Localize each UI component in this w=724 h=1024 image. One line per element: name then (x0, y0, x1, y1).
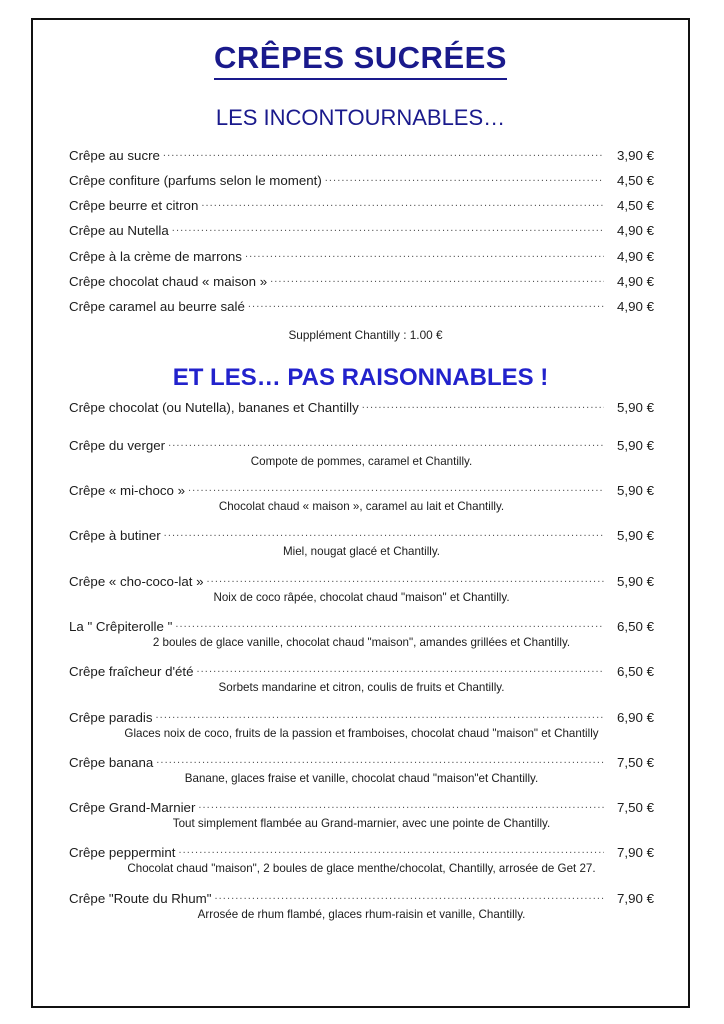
menu-item-description: Tout simplement flambée au Grand-marnier, avec une pointe de Chantilly. (172, 817, 551, 831)
menu-item-name: Crêpe Grand-Marnier (69, 800, 196, 816)
menu-item-price: 5,90 € (617, 573, 654, 589)
menu-item-price: 4,90 € (617, 223, 654, 239)
list-item (69, 798, 654, 830)
menu-item-description: Banane, glaces fraise et vanille, chocolat chaud "maison"et Chantilly. (184, 771, 539, 785)
menu-item-description: Compote de pommes, caramel et Chantilly. (250, 454, 473, 468)
dot-leader (172, 222, 604, 235)
menu-item-description: Miel, nougat glacé et Chantilly. (282, 545, 441, 559)
menu-item-price: 6,50 € (617, 618, 654, 634)
menu-item-name: Crêpe au sucre (69, 147, 160, 163)
dot-leader (362, 398, 604, 411)
list-item (69, 192, 654, 217)
list-item (69, 571, 654, 603)
menu-item-row (69, 142, 654, 167)
dot-leader (168, 437, 604, 450)
list-item (69, 142, 654, 167)
page-title (55, 42, 666, 80)
menu-item-price: 7,50 € (617, 800, 654, 816)
menu-item-name: Crêpe confiture (parfums selon le moment) (69, 172, 322, 188)
menu-item-name: Crêpe chocolat chaud « maison » (69, 274, 268, 290)
menu-item-price: 3,90 € (617, 147, 654, 163)
dot-leader (164, 527, 604, 540)
list-item (69, 397, 654, 415)
dot-leader (245, 247, 604, 260)
dot-leader (175, 618, 604, 631)
list-item (69, 888, 654, 920)
menu-item-price: 5,90 € (617, 399, 654, 415)
menu-item-row (69, 192, 654, 217)
menu-item-price: 7,50 € (617, 754, 654, 770)
dot-leader (156, 754, 604, 767)
section-heading-pas-raisonnables: ET LES… PAS RAISONNABLES ! (172, 363, 549, 391)
menu-item-name: Crêpe caramel au beurre salé (69, 299, 245, 315)
menu-item-row (69, 617, 654, 635)
dot-leader (178, 844, 604, 857)
list-item (69, 753, 654, 785)
list-item (69, 662, 654, 694)
menu-item-row (69, 843, 654, 861)
menu-item-name: Crêpe beurre et citron (69, 198, 199, 214)
dot-leader (325, 172, 604, 185)
menu-item-price: 5,90 € (617, 483, 654, 499)
menu-item-row (69, 526, 654, 544)
menu-item-price: 4,90 € (617, 248, 654, 264)
menu-item-name: Crêpe à butiner (69, 528, 161, 544)
menu-item-name: Crêpe banana (69, 754, 154, 770)
list-item (69, 268, 654, 293)
menu-item-row (69, 571, 654, 589)
menu-item-description: Chocolat chaud "maison", 2 boules de glace menthe/chocolat, Chantilly, arrosée de Get 27. (127, 862, 596, 876)
menu-item-row (69, 707, 654, 725)
dot-leader (163, 146, 604, 159)
menu-item-row (69, 243, 654, 268)
menu-item-name: Crêpe chocolat (ou Nutella), bananes et Chantilly (69, 399, 359, 415)
menu-item-row (69, 436, 654, 454)
menu-item-row (69, 798, 654, 816)
list-item (69, 526, 654, 558)
menu-item-row (69, 753, 654, 771)
list-item (69, 243, 654, 268)
list-item (69, 617, 654, 649)
list-item (69, 218, 654, 243)
menu-item-name: Crêpe « mi-choco » (69, 483, 186, 499)
dot-leader (201, 197, 604, 210)
menu-item-price: 4,50 € (617, 172, 654, 188)
menu-item-row (69, 294, 654, 319)
dot-leader (207, 572, 604, 585)
menu-item-description: 2 boules de glace vanille, chocolat chaud "maison", amandes grillées et Chantilly. (152, 635, 571, 649)
menu-item-description: Arrosée de rhum flambé, glaces rhum-raisin et vanille, Chantilly. (197, 907, 526, 921)
dot-leader (270, 273, 604, 286)
menu-item-price: 6,90 € (617, 709, 654, 725)
dot-leader (248, 298, 604, 311)
menu-item-name: Crêpe "Route du Rhum" (69, 890, 212, 906)
dot-leader (198, 799, 604, 812)
menu-item-name: Crêpe au Nutella (69, 223, 169, 239)
menu-item-name: Crêpe fraîcheur d'été (69, 664, 194, 680)
menu-item-name: Crêpe du verger (69, 437, 166, 453)
menu-item-row (69, 268, 654, 293)
dot-leader (197, 663, 605, 676)
menu-frame (31, 18, 690, 1008)
menu-item-row (69, 218, 654, 243)
section-items-pas-raisonnables (55, 397, 666, 921)
menu-item-name: Crêpe à la crème de marrons (69, 248, 242, 264)
menu-item-name: Crêpe « cho-coco-lat » (69, 573, 204, 589)
menu-item-price: 5,90 € (617, 528, 654, 544)
list-item (69, 707, 654, 739)
menu-item-price: 7,90 € (617, 845, 654, 861)
menu-item-row (69, 167, 654, 192)
list-item (69, 436, 654, 468)
supplement-note: Supplément Chantilly : 1.00 € (288, 327, 443, 342)
menu-item-name: Crêpe peppermint (69, 845, 176, 861)
menu-item-price: 7,90 € (617, 890, 654, 906)
menu-item-description: Glaces noix de coco, fruits de la passion et framboises, chocolat chaud "maison" et Chantilly (124, 726, 599, 740)
menu-item-row (69, 397, 654, 415)
list-item (69, 294, 654, 319)
menu-item-price: 4,90 € (617, 299, 654, 315)
menu-item-description: Noix de coco râpée, chocolat chaud "maison" et Chantilly. (213, 590, 510, 604)
page-title-text: CRÊPES SUCRÉES (214, 42, 507, 80)
menu-item-description: Sorbets mandarine et citron, coulis de fruits et Chantilly. (218, 681, 505, 695)
menu-item-price: 5,90 € (617, 437, 654, 453)
section-items-incontournables (55, 142, 666, 319)
menu-content (33, 20, 688, 1006)
menu-item-price: 4,90 € (617, 274, 654, 290)
dot-leader (188, 482, 604, 495)
dot-leader (214, 889, 604, 902)
dot-leader (156, 708, 604, 721)
menu-item-price: 4,50 € (617, 198, 654, 214)
menu-item-price: 6,50 € (617, 664, 654, 680)
list-item (69, 481, 654, 513)
menu-item-row (69, 662, 654, 680)
menu-item-row (69, 888, 654, 906)
section-heading-incontournables: LES INCONTOURNABLES… (215, 104, 506, 130)
menu-item-name: La " Crêpiterolle " (69, 618, 173, 634)
menu-item-row (69, 481, 654, 499)
menu-item-name: Crêpe paradis (69, 709, 153, 725)
list-item (69, 843, 654, 875)
list-item (69, 167, 654, 192)
menu-item-description: Chocolat chaud « maison », caramel au lait et Chantilly. (218, 500, 505, 514)
